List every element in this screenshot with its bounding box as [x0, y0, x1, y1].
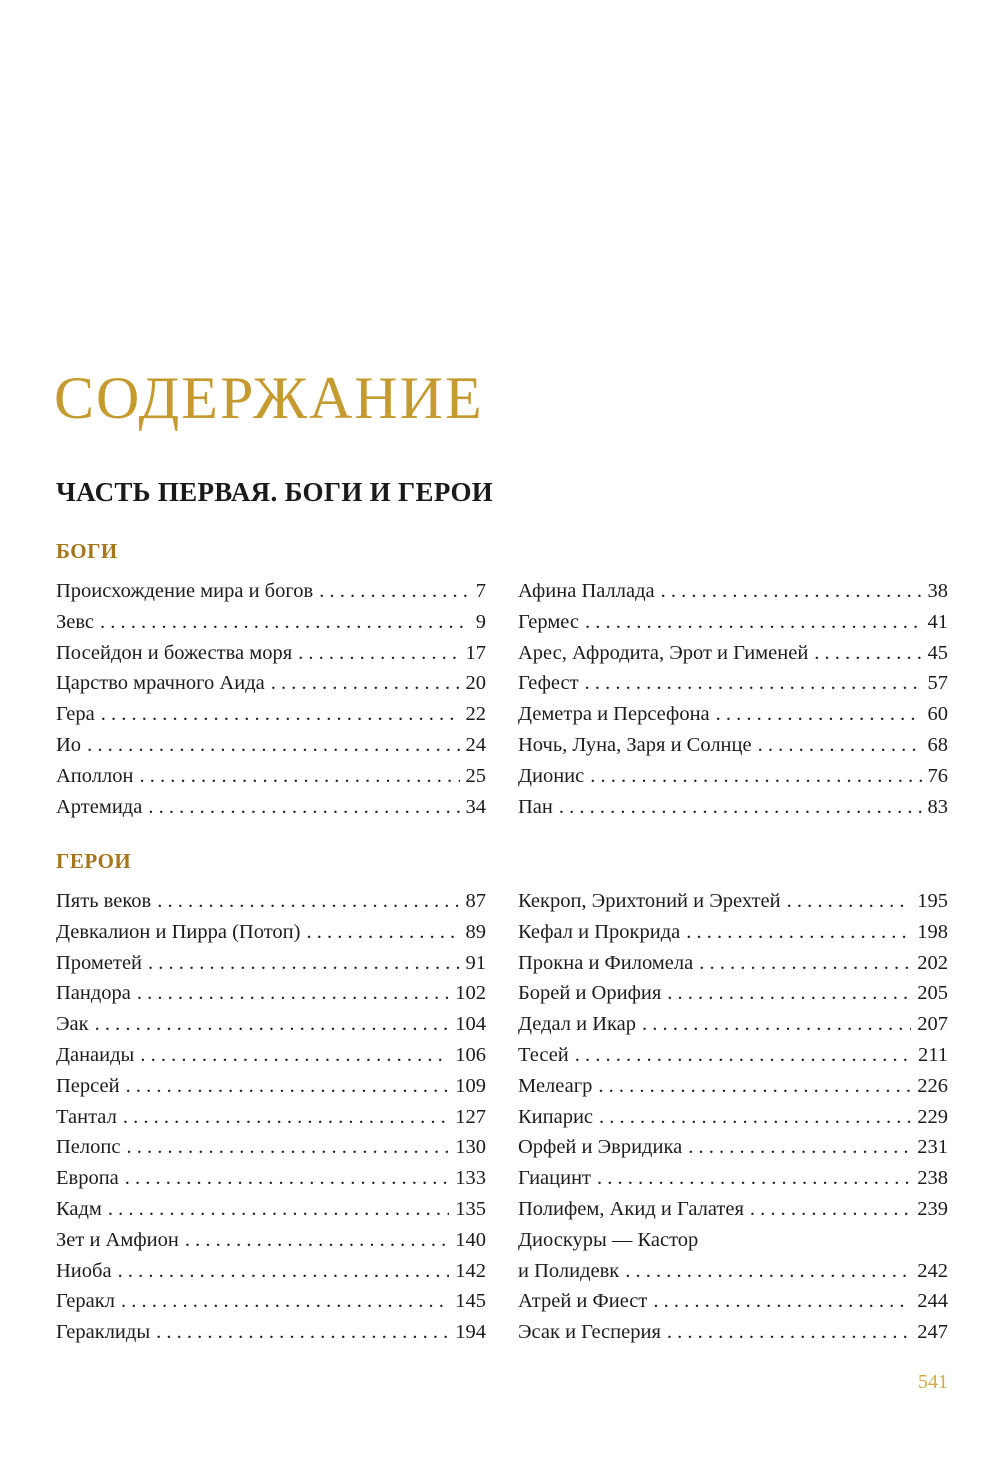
toc-entry-page: 207	[917, 1013, 948, 1036]
toc-entry-title: Прометей	[56, 951, 143, 974]
toc-entry-page: 102	[455, 982, 486, 1005]
toc-entry-title: Ниоба	[56, 1259, 112, 1282]
toc-entry-page: 20	[465, 672, 486, 695]
toc-entry-page: 104	[455, 1013, 486, 1036]
toc-leader-dots	[642, 1009, 911, 1040]
toc-entry	[518, 1132, 948, 1163]
toc-leader-dots	[625, 1256, 911, 1287]
toc-entry	[518, 1163, 948, 1194]
toc-entry	[56, 607, 486, 638]
toc-entry	[56, 1132, 486, 1163]
toc-leader-dots	[716, 699, 922, 730]
toc-leader-dots	[699, 948, 911, 979]
toc-entry	[518, 699, 948, 730]
toc-entry	[56, 730, 486, 761]
toc-entry-title: Кипарис	[518, 1105, 594, 1128]
toc-entry-title: Зевс	[56, 610, 95, 633]
toc-entry-page: 194	[455, 1321, 486, 1344]
toc-entry	[518, 1256, 948, 1287]
toc-entry	[518, 638, 948, 669]
toc-entry	[518, 668, 948, 699]
toc-entry-title: Геракл	[56, 1290, 115, 1313]
toc-leader-dots	[271, 668, 460, 699]
toc-entry-title: Прокна и Филомела	[518, 951, 694, 974]
toc-entry-page: 89	[465, 920, 486, 943]
toc-leader-dots	[108, 1194, 449, 1225]
toc-leader-dots	[137, 978, 449, 1009]
toc-entry	[518, 792, 948, 823]
toc-leader-dots	[125, 1163, 449, 1194]
toc-leader-dots	[87, 730, 459, 761]
toc-entry-title: Борей и Орифия	[518, 982, 662, 1005]
toc-entry-page: 22	[465, 703, 486, 726]
toc-entry	[56, 978, 486, 1009]
toc-leader-dots	[148, 948, 459, 979]
toc-entry-page: 198	[917, 920, 948, 943]
toc-leader-dots	[590, 761, 921, 792]
toc-entry-page: 226	[917, 1074, 948, 1097]
toc-entry-title: Тантал	[56, 1105, 117, 1128]
toc-entry-title: Афина Паллада	[518, 580, 655, 602]
toc-entry	[518, 576, 948, 607]
toc-entry	[56, 1009, 486, 1040]
toc-entry-title: Аполлон	[56, 764, 134, 787]
toc-entry	[56, 1071, 486, 1102]
toc-entry-title: Кекроп, Эрихтоний и Эрехтей	[518, 890, 781, 912]
toc-entry-title: Арес, Афродита, Эрот и Гименей	[518, 641, 809, 664]
toc-entry-title: Орфей и Эвридика	[518, 1136, 683, 1159]
toc-leader-dots	[686, 917, 911, 948]
toc-leader-dots	[758, 730, 922, 761]
toc-entry-title: Зет и Амфион	[56, 1228, 179, 1251]
toc-entry	[56, 1225, 486, 1256]
toc-entry	[56, 792, 486, 823]
toc-entry	[56, 1256, 486, 1287]
toc-entry	[56, 761, 486, 792]
toc-entry-page: 91	[465, 951, 486, 974]
toc-entry-page: 130	[455, 1136, 486, 1159]
toc-entry-title: Гиацинт	[518, 1167, 592, 1190]
toc-entry-page: 7	[475, 580, 486, 602]
toc-leader-dots	[101, 699, 460, 730]
toc-entry-page: 231	[917, 1136, 948, 1159]
page-title: СОДЕРЖАНИЕ	[54, 365, 484, 431]
toc-leader-dots	[156, 1317, 449, 1348]
toc-entry-page: 24	[465, 733, 486, 756]
toc-entry-title: Персей	[56, 1074, 120, 1097]
toc-leader-dots	[688, 1132, 911, 1163]
toc-gods-left	[56, 576, 486, 822]
toc-entry-title: Пан	[518, 795, 553, 818]
toc-entry-page: 38	[927, 580, 948, 602]
toc-entry-title: и Полидевк	[518, 1259, 620, 1282]
toc-entry-title: Данаиды	[56, 1043, 135, 1066]
toc-entry	[518, 730, 948, 761]
toc-leader-dots	[298, 638, 459, 669]
toc-entry	[56, 886, 486, 917]
toc-leader-dots	[661, 576, 922, 607]
toc-entry	[518, 978, 948, 1009]
toc-entry	[518, 1040, 948, 1071]
toc-leader-dots	[95, 1009, 450, 1040]
toc-entry-title: Девкалион и Пирра (Потоп)	[56, 920, 301, 943]
toc-gods-right	[518, 576, 948, 822]
toc-entry	[518, 886, 948, 917]
section-title-gods: БОГИ	[56, 539, 118, 563]
toc-entry	[518, 1225, 948, 1256]
toc-entry	[56, 1194, 486, 1225]
toc-entry-title: Посейдон и божества моря	[56, 641, 293, 664]
toc-entry-title: Кефал и Прокрида	[518, 920, 681, 943]
toc-entry	[56, 948, 486, 979]
toc-entry-page: 202	[917, 951, 948, 974]
toc-entry-title: Полифем, Акид и Галатея	[518, 1197, 744, 1220]
toc-entry-title: Гераклиды	[56, 1321, 151, 1344]
toc-leader-dots	[126, 1132, 449, 1163]
toc-entry	[518, 607, 948, 638]
toc-entry	[56, 1040, 486, 1071]
toc-leader-dots	[585, 607, 921, 638]
toc-entry-page: 109	[455, 1074, 486, 1097]
toc-entry-page: 239	[917, 1197, 948, 1220]
toc-entry-title: Дедал и Икар	[518, 1013, 637, 1036]
toc-leader-dots	[597, 1163, 911, 1194]
toc-leader-dots	[559, 792, 922, 823]
toc-entry-title: Эак	[56, 1013, 89, 1036]
toc-leader-dots	[118, 1256, 450, 1287]
toc-entry-page: 195	[917, 890, 948, 912]
toc-leader-dots	[306, 917, 459, 948]
toc-entry-page: 25	[465, 764, 486, 787]
toc-entry	[56, 638, 486, 669]
toc-entry	[518, 1071, 948, 1102]
toc-entry	[56, 1163, 486, 1194]
part-title: ЧАСТЬ ПЕРВАЯ. БОГИ И ГЕРОИ	[56, 477, 494, 507]
toc-leader-dots	[157, 886, 459, 917]
toc-entry	[518, 1317, 948, 1348]
toc-entry-page: 127	[455, 1105, 486, 1128]
toc-entry-title: Гефест	[518, 672, 579, 695]
toc-entry-page: 205	[917, 982, 948, 1005]
toc-leader-dots	[787, 886, 912, 917]
toc-entry	[518, 917, 948, 948]
toc-entry-page: 247	[917, 1321, 948, 1344]
toc-entry-page: 76	[927, 764, 948, 787]
toc-leader-dots	[575, 1040, 912, 1071]
toc-entry	[518, 948, 948, 979]
toc-entry-title: Европа	[56, 1167, 119, 1190]
toc-entry-title: Ио	[56, 733, 82, 756]
toc-entry-page: 211	[918, 1043, 948, 1066]
toc-leader-dots	[598, 1071, 911, 1102]
toc-entry-title: Артемида	[56, 795, 143, 818]
toc-entry	[518, 761, 948, 792]
toc-entry-page: 57	[927, 672, 948, 695]
toc-leader-dots	[121, 1286, 449, 1317]
section-title-heroes: ГЕРОИ	[56, 849, 132, 873]
toc-entry	[56, 576, 486, 607]
toc-leader-dots	[100, 607, 470, 638]
toc-leader-dots	[126, 1071, 450, 1102]
toc-entry	[518, 1194, 948, 1225]
toc-entry	[518, 1102, 948, 1133]
toc-entry-page: 83	[927, 795, 948, 818]
toc-entry-page: 140	[455, 1228, 486, 1251]
toc-leader-dots	[319, 576, 470, 607]
toc-entry	[56, 1102, 486, 1133]
toc-entry-page: 34	[465, 795, 486, 818]
toc-entry-page: 41	[927, 610, 948, 633]
toc-entry	[56, 668, 486, 699]
toc-heroes-right	[518, 886, 948, 1348]
toc-entry-page: 45	[927, 641, 948, 664]
toc-entry-page: 106	[455, 1043, 486, 1066]
toc-entry-title: Диоскуры — Кастор	[518, 1228, 699, 1251]
toc-entry	[56, 1286, 486, 1317]
toc-entry	[518, 1009, 948, 1040]
toc-entry	[56, 917, 486, 948]
toc-entry-title: Пять веков	[56, 890, 152, 912]
toc-entry	[56, 1317, 486, 1348]
toc-leader-dots	[667, 978, 911, 1009]
toc-entry-page: 244	[917, 1290, 948, 1313]
toc-entry-title: Мелеагр	[518, 1074, 593, 1097]
toc-entry	[518, 1286, 948, 1317]
toc-entry-page: 60	[927, 703, 948, 726]
toc-entry-page: 145	[455, 1290, 486, 1313]
toc-entry-title: Ночь, Луна, Заря и Солнце	[518, 733, 752, 756]
toc-entry-page: 68	[927, 733, 948, 756]
toc-entry-page: 142	[455, 1259, 486, 1282]
toc-leader-dots	[667, 1317, 911, 1348]
toc-entry-page: 229	[917, 1105, 948, 1128]
toc-leader-dots	[653, 1286, 911, 1317]
toc-entry-title: Дионис	[518, 764, 585, 787]
toc-entry-title: Кадм	[56, 1197, 102, 1220]
toc-entry-page: 87	[465, 890, 486, 912]
toc-leader-dots	[148, 792, 459, 823]
toc-entry-title: Пелопс	[56, 1136, 121, 1159]
toc-entry-title: Гермес	[518, 610, 580, 633]
toc-leader-dots	[599, 1102, 911, 1133]
toc-entry-title: Происхождение мира и богов	[56, 580, 314, 602]
toc-entry-title: Эсак и Гесперия	[518, 1321, 661, 1344]
toc-entry-page: 135	[455, 1197, 486, 1220]
toc-entry-title: Гера	[56, 703, 95, 726]
toc-leader-dots	[814, 638, 921, 669]
toc-entry-page: 133	[455, 1167, 486, 1190]
toc-entry-page: 17	[465, 641, 486, 664]
toc-entry	[56, 699, 486, 730]
toc-entry-title: Пандора	[56, 982, 131, 1005]
toc-entry-page: 242	[917, 1259, 948, 1282]
toc-entry-page: 238	[917, 1167, 948, 1190]
toc-entry-title: Тесей	[518, 1043, 569, 1066]
toc-leader-dots	[123, 1102, 449, 1133]
page-number: 541	[918, 1371, 948, 1393]
toc-leader-dots	[750, 1194, 911, 1225]
toc-leader-dots	[140, 1040, 449, 1071]
toc-leader-dots	[185, 1225, 449, 1256]
toc-heroes-left	[56, 886, 486, 1348]
toc-entry-title: Деметра и Персефона	[518, 703, 710, 726]
toc-entry-title: Атрей и Фиест	[518, 1290, 648, 1313]
toc-entry-title: Царство мрачного Аида	[56, 672, 265, 695]
toc-leader-dots	[139, 761, 459, 792]
toc-leader-dots	[585, 668, 922, 699]
toc-entry-page: 9	[475, 610, 486, 633]
